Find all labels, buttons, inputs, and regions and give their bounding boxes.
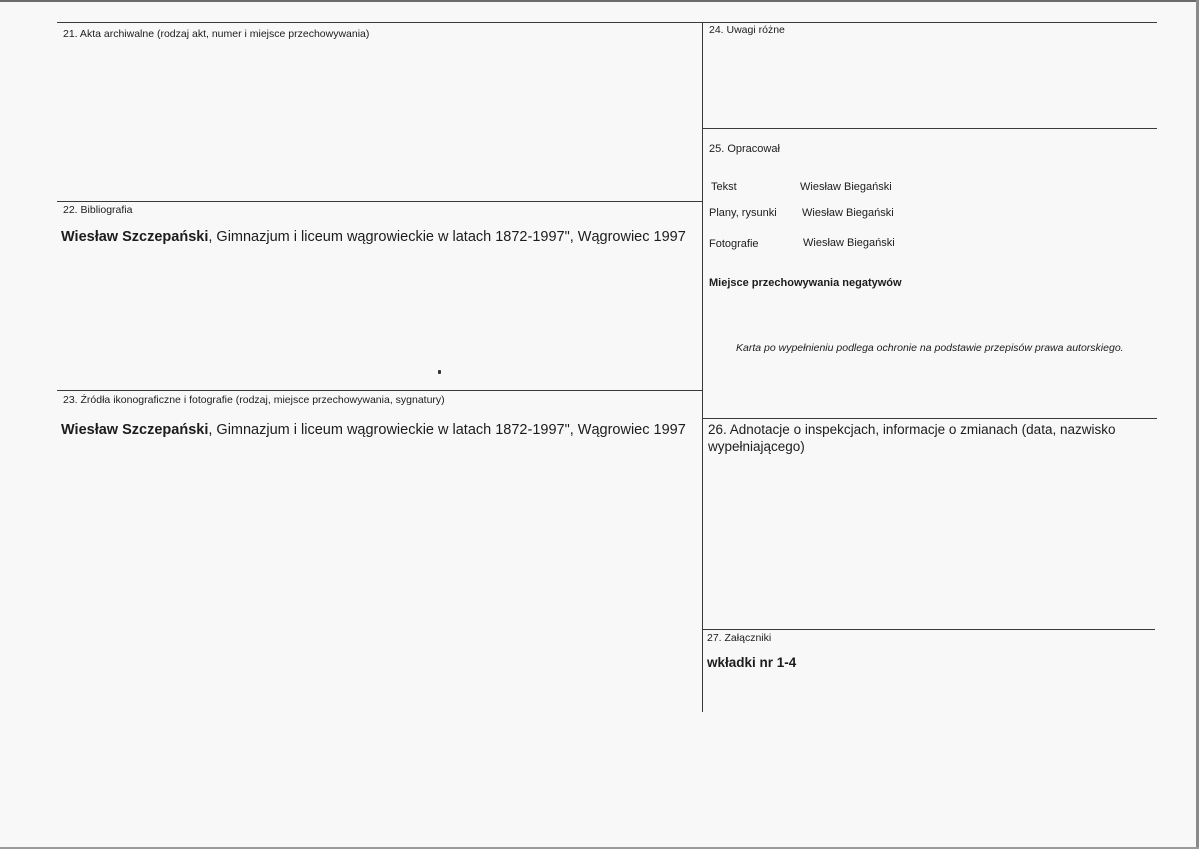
attachments-value: wkładki nr 1-4 (707, 655, 797, 670)
author-name-text: Wiesław Biegański (800, 181, 892, 193)
section-23-author: Wiesław Szczepański (61, 422, 209, 438)
section-23-title: , Gimnazjum i liceum wągrowieckie w latach 1872-1997", Wągrowiec 1997 (208, 422, 686, 438)
negatives-location-label: Miejsce przechowywania negatywów (709, 277, 902, 289)
section-21-label: 21. Akta archiwalne (rodzaj akt, numer i miejsce przechowywania) (63, 28, 370, 40)
section-23-label: 23. Źródła ikonograficzne i fotografie (rodzaj, miejsce przechowywania, sygnatury) (63, 394, 445, 406)
section-25-label: 25. Opracował (709, 143, 780, 155)
author-role-plans: Plany, rysunki (709, 207, 777, 219)
author-name-photos: Wiesław Biegański (803, 237, 895, 249)
section-23-entry (61, 422, 686, 438)
rule-section-23 (57, 390, 702, 391)
author-name-plans: Wiesław Biegański (802, 207, 894, 219)
section-22-entry (61, 229, 686, 245)
section-22-author: Wiesław Szczepański (61, 229, 209, 245)
copyright-note: Karta po wypełnieniu podlega ochronie na podstawie przepisów prawa autorskiego. (736, 342, 1124, 354)
rule-section-22 (57, 201, 702, 202)
page-top-edge (0, 0, 1199, 2)
rule-top (57, 22, 1157, 23)
column-divider (702, 22, 703, 712)
rule-section-26 (702, 418, 1157, 419)
author-role-text: Tekst (711, 181, 737, 193)
section-22-label: 22. Bibliografia (63, 204, 133, 216)
section-26-label: 26. Adnotacje o inspekcjach, informacje o zmianach (data, nazwisko wypełniającego) (708, 422, 1116, 454)
section-24-label: 24. Uwagi różne (709, 24, 785, 36)
rule-section-27 (702, 629, 1155, 630)
rule-section-25 (702, 128, 1157, 129)
stray-mark (438, 370, 441, 374)
author-role-photos: Fotografie (709, 238, 759, 250)
section-22-title: , Gimnazjum i liceum wągrowieckie w latach 1872-1997", Wągrowiec 1997 (208, 229, 686, 245)
section-27-label: 27. Załączniki (707, 632, 772, 644)
